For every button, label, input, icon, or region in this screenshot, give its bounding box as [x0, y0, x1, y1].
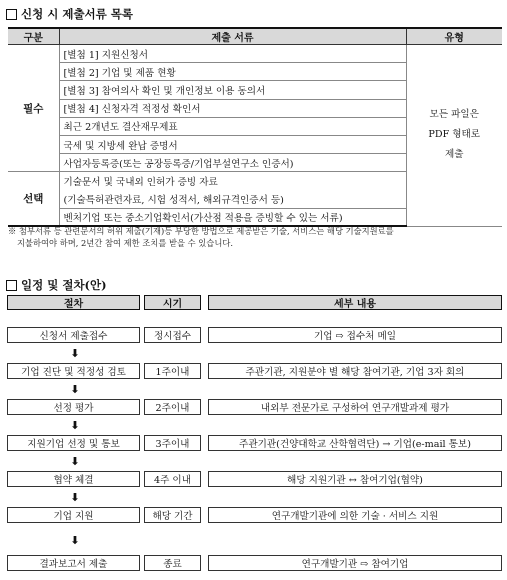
detail-box: 주관기관(건양대학교 산학협력단) → 기업(e-mail 통보): [208, 435, 502, 451]
down-arrow-icon: ⬇: [70, 419, 80, 432]
section-title-text: 신청 시 제출서류 목록: [21, 7, 133, 21]
step-box: 기업 진단 및 적정성 검토: [7, 363, 140, 379]
down-arrow-icon: ⬇: [70, 383, 80, 396]
detail-box: 해당 지원기관 ↔ 참여기업(협약): [208, 471, 502, 487]
header-format: 유형: [406, 28, 502, 45]
time-box: 2주이내: [144, 399, 201, 415]
format-line: PDF 형태로: [428, 129, 481, 141]
header-step: 절차: [7, 295, 140, 310]
category-optional: 선택: [8, 172, 59, 227]
section-title-text: 일정 및 절차(안): [21, 278, 107, 292]
detail-box: 내외부 전문가로 구성하여 연구개발과제 평가: [208, 399, 502, 415]
time-box: 해당 기간: [144, 507, 201, 523]
down-arrow-icon: ⬇: [70, 347, 80, 360]
doc-item: 사업자등록증(또는 공장등록증/기업부설연구소 인증서): [59, 154, 406, 172]
detail-box: 주관기관, 지원분야 별 해당 참여기관, 기업 3자 회의: [208, 363, 502, 379]
format-line: 모든 파일은: [429, 109, 479, 121]
doc-item: 국세 및 지방세 완납 증명서: [59, 135, 406, 153]
section-title-schedule: [6, 277, 107, 293]
step-box: 기업 지원: [7, 507, 140, 523]
time-box: 3주이내: [144, 435, 201, 451]
notice-text: [8, 225, 500, 249]
doc-item: 벤처기업 또는 중소기업확인서(가산점 적용을 증빙할 수 있는 서류): [59, 208, 406, 226]
time-box: 정시접수: [144, 327, 201, 343]
header-detail: 세부 내용: [208, 295, 502, 310]
header-category: 구분: [8, 28, 59, 45]
header-time: 시기: [144, 295, 201, 310]
notice-line: 지불하여야 하며, 2년간 참여 제한 조치를 받을 수 있습니다.: [17, 238, 233, 248]
down-arrow-icon: ⬇: [70, 455, 80, 468]
doc-item: [별첨 1] 지원신청서: [59, 45, 406, 63]
step-box: 선정 평가: [7, 399, 140, 415]
time-box: 4주 이내: [144, 471, 201, 487]
doc-item: 기술문서 및 국내외 인허가 증빙 자료: [59, 172, 406, 190]
checkbox-square-icon: [6, 9, 17, 20]
doc-item: [별첨 3] 참여의사 확인 및 개인정보 이용 동의서: [59, 81, 406, 99]
step-box: 협약 체결: [7, 471, 140, 487]
detail-box: 기업 ⇨ 접수처 메일: [208, 327, 502, 343]
format-note: [406, 45, 502, 227]
checkbox-square-icon: [6, 280, 17, 291]
category-required: 필수: [8, 45, 59, 172]
notice-line: ※ 첨부서류 등 관련문서의 허위 제출(기재)등 부당한 방법으로 제공받은 기술, 서비스는 해당 기술지원료를: [8, 226, 394, 236]
header-docs: 제출 서류: [59, 28, 406, 45]
doc-item: (기술특허관련자료, 시험 성적서, 해외규격인증서 등): [59, 190, 406, 208]
down-arrow-icon: ⬇: [70, 491, 80, 504]
format-line: 제출: [444, 149, 464, 161]
documents-table: [8, 27, 502, 227]
time-box: 종료: [144, 555, 201, 571]
table-header-row: [8, 28, 502, 45]
table-row: [8, 45, 502, 63]
down-arrow-icon: ⬇: [70, 534, 80, 547]
doc-item: [별첨 4] 신청자격 적정성 확인서: [59, 99, 406, 117]
step-box: 지원기업 선정 및 통보: [7, 435, 140, 451]
step-box: 결과보고서 제출: [7, 555, 140, 571]
section-title-documents: [6, 6, 133, 22]
doc-item: 최근 2개년도 결산재무제표: [59, 117, 406, 135]
detail-box: 연구개발기관 ⇨ 참여기업: [208, 555, 502, 571]
doc-item: [별첨 2] 기업 및 제품 현황: [59, 63, 406, 81]
step-box: 신청서 제출접수: [7, 327, 140, 343]
detail-box: 연구개발기관에 의한 기술 · 서비스 지원: [208, 507, 502, 523]
time-box: 1주이내: [144, 363, 201, 379]
